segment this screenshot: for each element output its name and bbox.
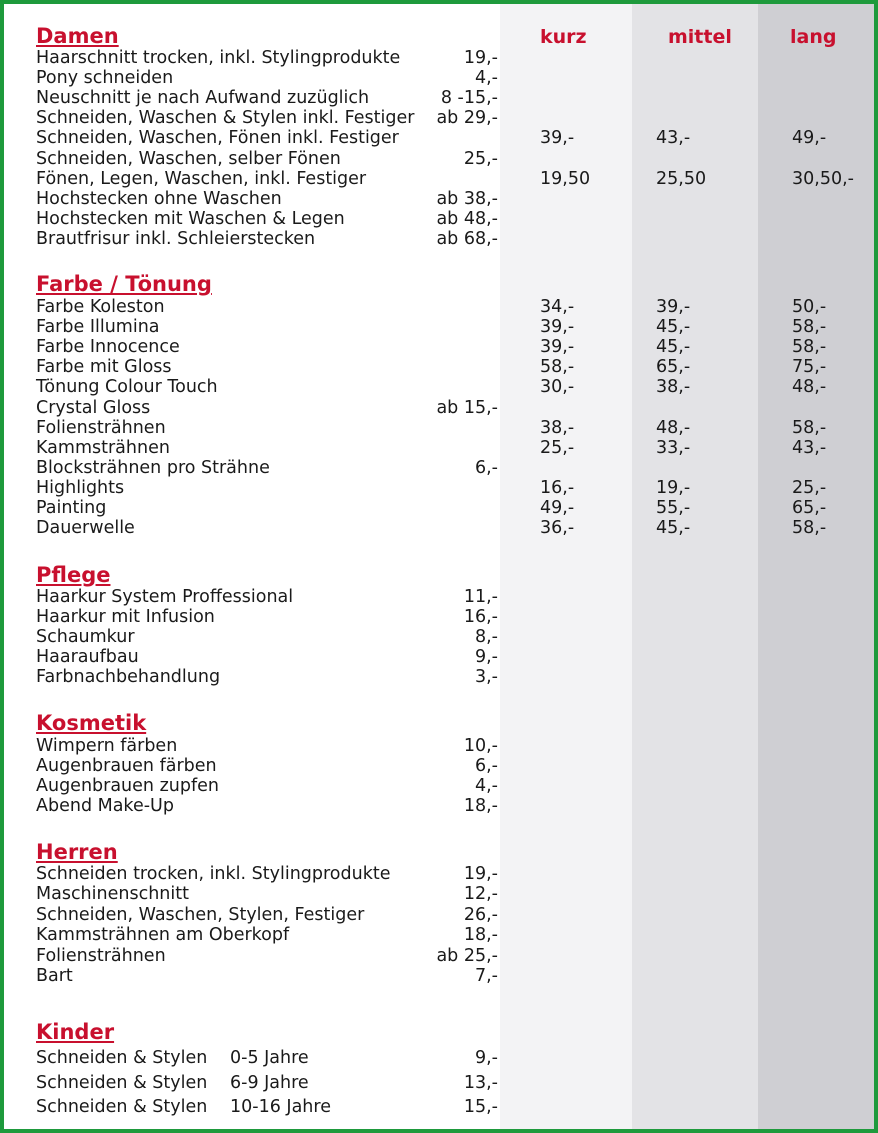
price-kurz: 39,- — [540, 317, 575, 338]
service-name: Schneiden, Waschen, Fönen inkl. Festiger — [36, 128, 399, 149]
price-row — [36, 68, 876, 88]
price-lang: 58,- — [792, 417, 827, 438]
price-price: 26,- — [463, 904, 498, 925]
price-row — [36, 149, 876, 169]
price-row — [36, 1097, 876, 1117]
price-price: ab 38,- — [436, 188, 498, 209]
price-kurz: 36,- — [540, 518, 575, 539]
service-name: Schneiden & Stylen — [36, 1072, 208, 1093]
price-row — [36, 418, 876, 438]
price-lang: 48,- — [792, 377, 827, 398]
price-lang: 49,- — [792, 128, 827, 149]
price-price: ab 68,- — [436, 228, 498, 249]
price-row — [36, 736, 876, 756]
service-name: Wimpern färben — [36, 736, 178, 756]
price-lang: 58,- — [792, 337, 827, 358]
column-header-kurz: kurz — [540, 26, 587, 48]
price-row — [36, 478, 876, 498]
price-row — [36, 398, 876, 418]
price-price: ab 25,- — [436, 945, 498, 966]
price-row — [36, 925, 876, 945]
service-name: Augenbrauen färben — [36, 756, 217, 777]
price-row — [36, 229, 876, 249]
price-kurz: 39,- — [540, 128, 575, 149]
price-row — [36, 667, 876, 687]
price-row — [36, 169, 876, 189]
age-range: 10-16 Jahre — [230, 1097, 331, 1118]
price-kurz: 19,50 — [540, 168, 591, 189]
service-name: Dauerwelle — [36, 518, 135, 539]
price-row — [36, 377, 876, 397]
price-row — [36, 518, 876, 538]
price-mittel: 45,- — [656, 317, 691, 338]
price-price: 7,- — [474, 966, 498, 986]
price-price: 6,- — [474, 457, 498, 478]
price-price: 15,- — [463, 1097, 498, 1118]
section-title-pflege: Pflege — [36, 563, 111, 587]
price-price: ab 15,- — [436, 397, 498, 418]
price-mittel: 45,- — [656, 518, 691, 539]
price-mittel: 45,- — [656, 337, 691, 358]
price-kurz: 49,- — [540, 498, 575, 518]
service-name: Blocksträhnen pro Strähne — [36, 457, 270, 478]
price-row — [36, 209, 876, 229]
service-name: Neuschnitt je nach Aufwand zuzüglich — [36, 88, 370, 109]
price-row — [36, 627, 876, 647]
service-name: Hochstecken ohne Waschen — [36, 188, 282, 209]
price-row — [36, 587, 876, 607]
price-price: ab 48,- — [436, 208, 498, 229]
price-row — [36, 498, 876, 518]
service-name: Highlights — [36, 477, 125, 498]
price-row — [36, 864, 876, 884]
service-name: Farbnachbehandlung — [36, 667, 221, 688]
price-row — [36, 128, 876, 148]
price-mittel: 39,- — [656, 297, 691, 317]
service-name: Haarkur System Proffessional — [36, 587, 294, 607]
price-lang: 50,- — [792, 297, 827, 317]
section-title-farbe: Farbe / Tönung — [36, 272, 212, 296]
service-name: Augenbrauen zupfen — [36, 776, 219, 797]
price-mittel: 55,- — [656, 498, 691, 518]
section-title-kinder: Kinder — [36, 1020, 115, 1044]
price-price: 8 -15,- — [440, 88, 498, 109]
price-kurz: 30,- — [540, 377, 575, 398]
price-price: 3,- — [474, 667, 498, 688]
service-name: Schaumkur — [36, 627, 135, 648]
price-mittel: 25,50 — [656, 168, 707, 189]
price-mittel: 65,- — [656, 357, 691, 378]
service-name: Schneiden trocken, inkl. Stylingprodukte — [36, 864, 391, 884]
price-mittel: 19,- — [656, 477, 691, 498]
service-name: Crystal Gloss — [36, 397, 151, 418]
service-name: Abend Make-Up — [36, 796, 174, 817]
service-name: Foliensträhnen — [36, 945, 166, 966]
price-price: 11,- — [463, 587, 498, 607]
service-name: Bart — [36, 966, 73, 986]
price-row — [36, 48, 876, 68]
service-name: Hochstecken mit Waschen & Legen — [36, 208, 345, 229]
service-name: Farbe Illumina — [36, 317, 160, 338]
price-row — [36, 884, 876, 904]
price-price: 18,- — [463, 925, 498, 946]
service-name: Foliensträhnen — [36, 417, 166, 438]
price-price: 9,- — [474, 1048, 498, 1068]
price-lang: 58,- — [792, 518, 827, 539]
price-kurz: 34,- — [540, 297, 575, 317]
section-title-herren: Herren — [36, 840, 118, 864]
price-price: 16,- — [463, 607, 498, 628]
price-row — [36, 458, 876, 478]
price-price: 4,- — [474, 68, 498, 89]
price-row — [36, 317, 876, 337]
service-name: Brautfrisur inkl. Schleierstecken — [36, 228, 316, 249]
price-row — [36, 946, 876, 966]
price-mittel: 38,- — [656, 377, 691, 398]
section-title-damen: Damen — [36, 24, 119, 48]
price-price: ab 29,- — [436, 108, 498, 129]
price-kurz: 39,- — [540, 337, 575, 358]
price-row — [36, 796, 876, 816]
price-price: 6,- — [474, 756, 498, 777]
price-row — [36, 607, 876, 627]
price-row — [36, 756, 876, 776]
service-name: Schneiden, Waschen, selber Fönen — [36, 148, 341, 169]
service-name: Fönen, Legen, Waschen, inkl. Festiger — [36, 168, 367, 189]
price-row — [36, 438, 876, 458]
price-price: 12,- — [463, 884, 498, 905]
price-mittel: 43,- — [656, 128, 691, 149]
price-mittel: 33,- — [656, 437, 691, 458]
service-name: Painting — [36, 498, 107, 518]
service-name: Schneiden, Waschen & Stylen inkl. Festiger — [36, 108, 415, 129]
service-name: Haarschnitt trocken, inkl. Stylingprodukte — [36, 48, 401, 68]
price-kurz: 25,- — [540, 437, 575, 458]
price-price: 19,- — [463, 864, 498, 884]
service-name: Haarkur mit Infusion — [36, 607, 215, 628]
price-price: 9,- — [474, 647, 498, 668]
price-row — [36, 966, 876, 986]
service-name: Schneiden & Stylen — [36, 1048, 208, 1068]
service-name: Farbe mit Gloss — [36, 357, 172, 378]
service-name: Schneiden, Waschen, Stylen, Festiger — [36, 904, 365, 925]
price-row — [36, 357, 876, 377]
service-name: Pony schneiden — [36, 68, 174, 89]
price-lang: 65,- — [792, 498, 827, 518]
age-range: 6-9 Jahre — [230, 1072, 309, 1093]
price-row — [36, 88, 876, 108]
price-price: 13,- — [463, 1072, 498, 1093]
service-name: Farbe Koleston — [36, 297, 165, 317]
service-name: Kammsträhnen am Oberkopf — [36, 925, 290, 946]
service-name: Kammsträhnen — [36, 437, 170, 458]
price-row — [36, 108, 876, 128]
price-row — [36, 905, 876, 925]
price-lang: 58,- — [792, 317, 827, 338]
service-name: Tönung Colour Touch — [36, 377, 218, 398]
price-row — [36, 1048, 876, 1068]
service-name: Schneiden & Stylen — [36, 1097, 208, 1118]
price-lang: 43,- — [792, 437, 827, 458]
column-header-mittel: mittel — [668, 26, 732, 48]
price-lang: 25,- — [792, 477, 827, 498]
price-price: 25,- — [463, 148, 498, 169]
price-kurz: 16,- — [540, 477, 575, 498]
price-kurz: 38,- — [540, 417, 575, 438]
price-row — [36, 297, 876, 317]
price-lang: 75,- — [792, 357, 827, 378]
section-title-kosmetik: Kosmetik — [36, 711, 147, 735]
price-kurz: 58,- — [540, 357, 575, 378]
price-price: 4,- — [474, 776, 498, 797]
price-price: 10,- — [463, 736, 498, 756]
price-mittel: 48,- — [656, 417, 691, 438]
service-name: Farbe Innocence — [36, 337, 180, 358]
service-name: Maschinenschnitt — [36, 884, 189, 905]
age-range: 0-5 Jahre — [230, 1048, 309, 1068]
price-row — [36, 647, 876, 667]
price-price: 19,- — [463, 48, 498, 68]
price-row — [36, 1073, 876, 1093]
column-header-lang: lang — [790, 26, 837, 48]
service-name: Haaraufbau — [36, 647, 139, 668]
price-price: 18,- — [463, 796, 498, 817]
price-lang: 30,50,- — [792, 168, 854, 189]
price-price: 8,- — [474, 627, 498, 648]
price-row — [36, 337, 876, 357]
price-row — [36, 189, 876, 209]
price-row — [36, 776, 876, 796]
